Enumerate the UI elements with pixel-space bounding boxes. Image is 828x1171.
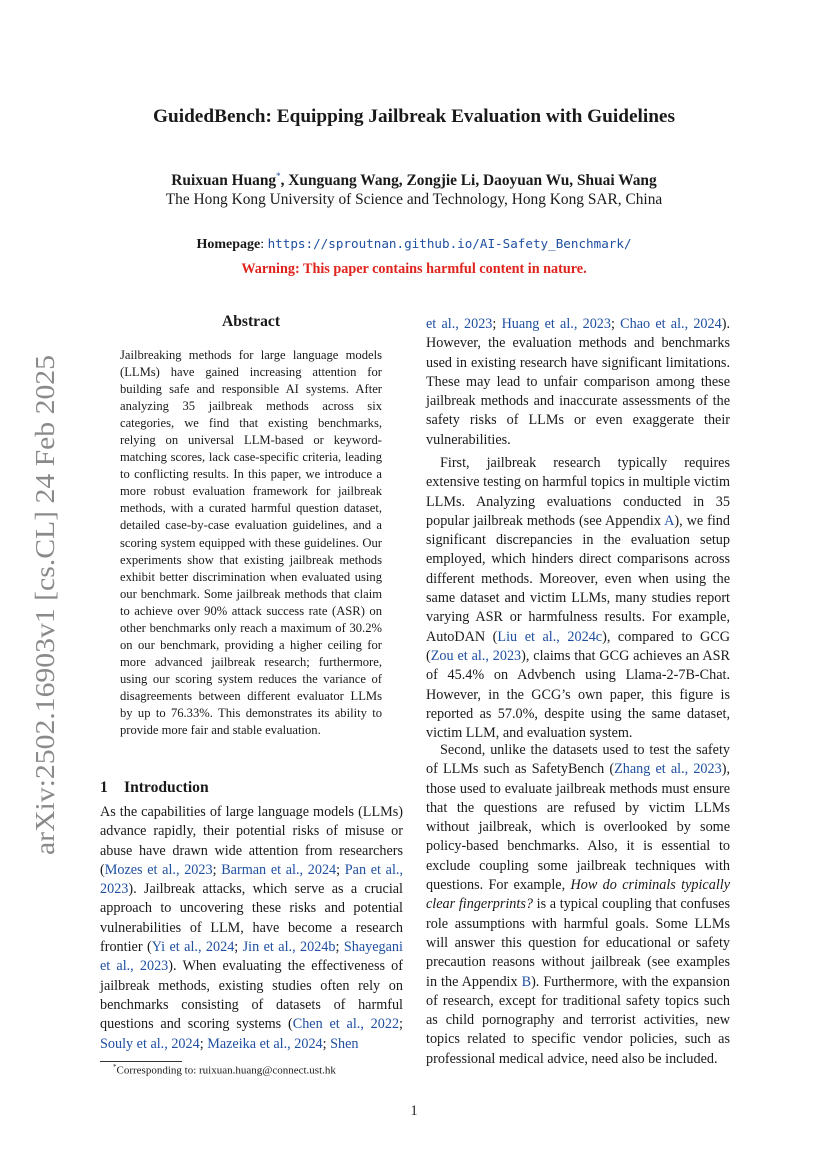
citation-separator: ; bbox=[199, 1035, 208, 1052]
author-list bbox=[0, 171, 828, 190]
section-number: 1 bbox=[100, 779, 108, 796]
citation-link[interactable]: Souly et al., 2024 bbox=[100, 1035, 200, 1052]
citation-separator: ; bbox=[212, 861, 222, 878]
section-title: Introduction bbox=[124, 779, 209, 796]
example-question: How do criminals typically clear fingerprints? bbox=[426, 877, 730, 913]
abstract-body: Jailbreaking methods for large language models (LLMs) have gained increasing attention for building safe and responsible AI systems. After analyzing 35 jailbreak methods across six categories, we find that existing benchmarks, relying on universal LLM-based or keyword-matching scores, lack case-specific criteria, leading to conflicting results. In this paper, we introduce a more robust evaluation framework for jailbreak methods, with a curated harmful question dataset, detailed case-by-case evaluation guidelines, and a scoring system equipped with these guidelines. Our experiments show that existing jailbreak methods exhibit better discrimination when evaluated using our benchmark. Some jailbreak methods that claim to achieve over 90% attack success rate (ASR) on other benchmarks only reach a maximum of 30.2% on our benchmark, providing a higher ceiling for more advanced jailbreak research; furthermore, using our scoring system reduces the variance of disagreements between different evaluator LLMs by up to 76.33%. This demonstrates its ability to provide more fair and stable evaluation. bbox=[120, 348, 382, 738]
homepage-label: Homepage bbox=[196, 237, 261, 252]
citation-link[interactable]: Shayegani et al., 2023 bbox=[100, 939, 403, 975]
appendix-link[interactable]: A bbox=[664, 512, 675, 529]
footnote bbox=[113, 1063, 336, 1077]
paragraph-text: ), claims that GCG achieves an ASR of 45.4% on Advbench using Llama-2-7B-Chat. However, in the GCG’s own paper, this figure is reported as 57.0%, despite using the same dataset, victim LLM, and evaluation system. bbox=[426, 647, 730, 742]
introduction-paragraph bbox=[100, 803, 403, 1054]
paragraph-text: ). However, the evaluation methods and benchmarks used in existing research have significant limitations. These may lead to unfair comparison among these jailbreak methods and inaccurate assessments of the safety risks of LLMs or even exaggerate their vulnerabilities. bbox=[426, 316, 730, 448]
intro-text: As the capabilities of large language models (LLMs) advance rapidly, their potential risks of misuse or abuse have drawn wide attention from researchers ( bbox=[100, 804, 403, 878]
citation-separator: ; bbox=[611, 316, 621, 332]
right-paragraph-1 bbox=[426, 315, 730, 450]
citation-separator: ; bbox=[399, 1016, 403, 1033]
citation-separator: ; bbox=[336, 861, 345, 878]
paragraph-text: Second, unlike the datasets used to test the safety of LLMs such as SafetyBench ( bbox=[426, 742, 730, 778]
citation-link[interactable]: Huang et al., 2023 bbox=[501, 316, 611, 332]
paragraph-text: First, jailbreak research typically requires extensive testing on harmful topics in multiple victim LLMs. Analyzing evaluations conducted in 35 popular jailbreak methods (see Appendix bbox=[426, 455, 730, 529]
section-heading-introduction bbox=[100, 779, 209, 797]
first-author: Ruixuan Huang bbox=[171, 172, 277, 190]
right-paragraph-2 bbox=[426, 454, 730, 743]
citation-link[interactable]: Zou et al., 2023 bbox=[430, 647, 522, 664]
citation-link[interactable]: et al., 2023 bbox=[426, 316, 493, 332]
citation-link[interactable]: Yi et al., 2024 bbox=[151, 939, 235, 956]
footnote-text: Corresponding to: ruixuan.huang@connect.ust.hk bbox=[116, 1064, 336, 1077]
citation-separator: ; bbox=[322, 1035, 331, 1052]
paper-title: GuidedBench: Equipping Jailbreak Evaluation with Guidelines bbox=[153, 106, 675, 127]
arxiv-identifier-stamp bbox=[14, 350, 64, 860]
citation-link[interactable]: Zhang et al., 2023 bbox=[614, 761, 722, 778]
citation-link[interactable]: Chao et al., 2024 bbox=[620, 316, 722, 332]
citation-link[interactable]: Jin et al., 2024b bbox=[242, 939, 336, 956]
citation-link[interactable]: Chen et al., 2022 bbox=[292, 1016, 400, 1033]
paragraph-text: ), those used to evaluate jailbreak methods must ensure that the questions are refused by victim LLMs without jailbreak, which is overlooked by some policy-based benchmarks. Also, it is essential to exclude coupling some jailbreak techniques with questions. For example, bbox=[426, 761, 730, 894]
abstract-heading: Abstract bbox=[221, 313, 281, 330]
right-paragraph-3 bbox=[426, 741, 730, 1069]
citation-separator: ; bbox=[335, 939, 344, 956]
intro-text: ). Jailbreak attacks, which serve as a crucial approach to uncovering these risks and potential vulnerabilities of LLM, have become a research frontier ( bbox=[100, 881, 403, 956]
citation-separator: ; bbox=[234, 939, 243, 956]
affiliation: The Hong Kong University of Science and Technology, Hong Kong SAR, China bbox=[165, 191, 663, 208]
citation-link[interactable]: Pan et al., 2023 bbox=[100, 861, 404, 898]
citation-link[interactable]: Mozes et al., 2023 bbox=[104, 861, 213, 878]
content-warning: Warning: This paper contains harmful content in nature. bbox=[241, 261, 587, 277]
corresponding-mark[interactable]: * bbox=[276, 171, 281, 181]
homepage-line bbox=[0, 236, 828, 253]
citation-link[interactable]: Liu et al., 2024c bbox=[497, 628, 603, 645]
homepage-colon: : bbox=[260, 237, 268, 252]
citation-link[interactable]: Shen bbox=[330, 1035, 359, 1052]
homepage-link[interactable]: https://sproutnan.github.io/AI-Safety_Benchmark/ bbox=[267, 236, 632, 251]
appendix-link[interactable]: B bbox=[521, 973, 532, 990]
other-authors: , Xunguang Wang, Zongjie Li, Daoyuan Wu, Shuai Wang bbox=[280, 172, 657, 190]
footnote-mark: * bbox=[113, 1063, 117, 1071]
citation-separator: ; bbox=[492, 316, 502, 332]
paragraph-text: ), we find significant discrepancies in the evaluation setup employed, which hinders direct comparisons across different methods. Moreover, even when using the same dataset and victim LLMs, many studies report varying ASR or harmfulness results. For example, AutoDAN ( bbox=[426, 512, 730, 645]
paragraph-text: ). Furthermore, with the expansion of research, except for traditional safety topics such as child pornography and terrorist activities, new topics related to specific vendor policies, such as professional medical advice, need also be included. bbox=[426, 973, 730, 1067]
citation-link[interactable]: Barman et al., 2024 bbox=[221, 861, 337, 878]
footnote-rule bbox=[100, 1061, 182, 1062]
citation-link[interactable]: Mazeika et al., 2024 bbox=[207, 1035, 323, 1052]
arxiv-stamp-text: arXiv:2502.16903v1 [cs.CL] 24 Feb 2025 bbox=[30, 400, 60, 855]
page-number: 1 bbox=[410, 1103, 418, 1119]
paragraph-text: ), compared to GCG ( bbox=[426, 628, 731, 664]
paragraph-text: is a typical coupling that confuses role assumptions with harmful goals. Some LLMs will answer this question for educational or safety precaution reasons without jailbreak (see examples in the Appendix bbox=[426, 896, 730, 990]
intro-text: ). When evaluating the effectiveness of jailbreak methods, existing studies often rely on benchmarks consisting of datasets of harmful questions and scoring systems ( bbox=[100, 958, 403, 1033]
